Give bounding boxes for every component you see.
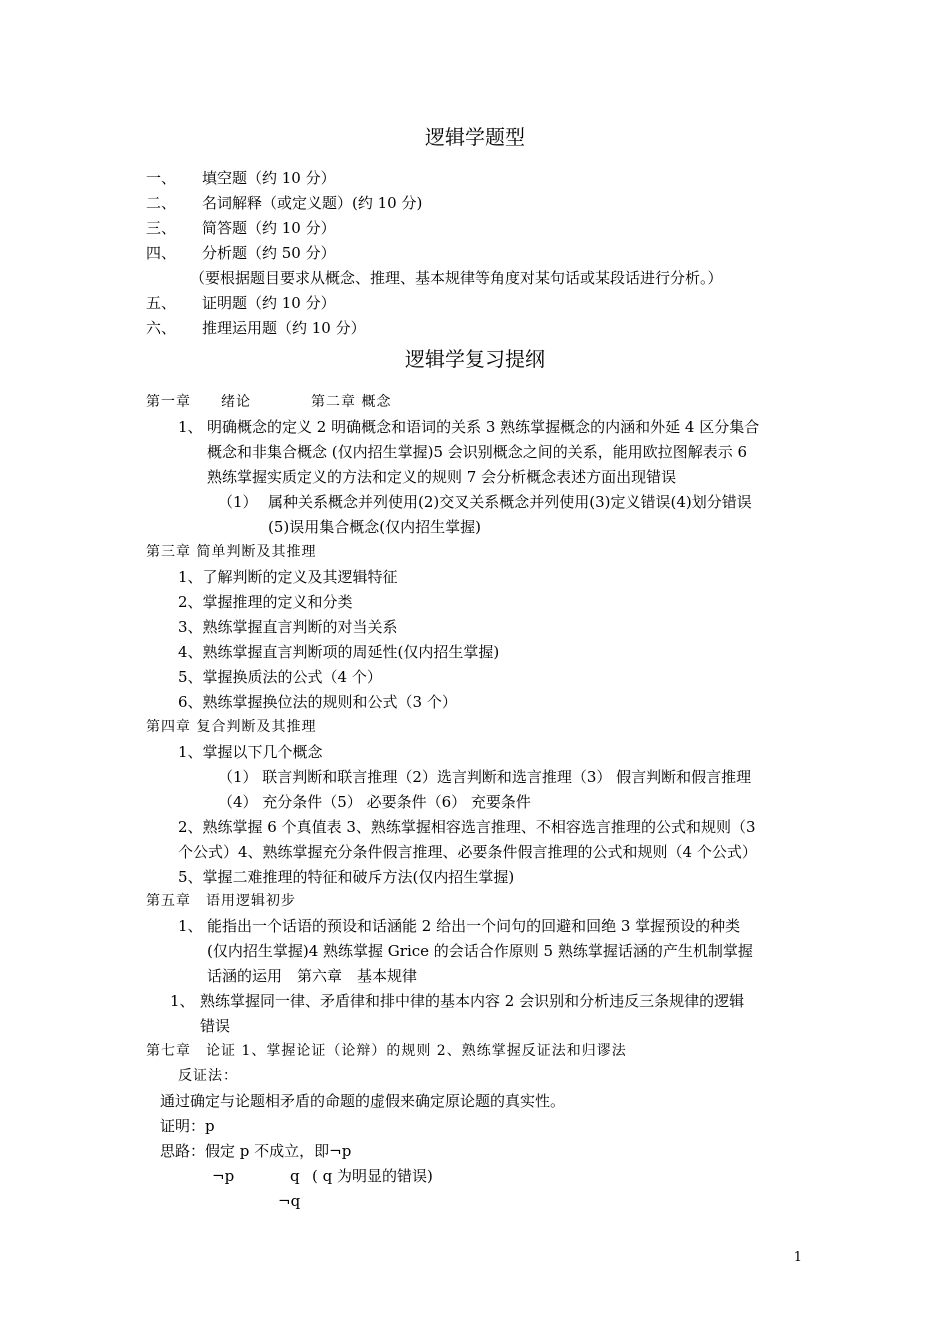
list-item: 填空题（约 10 分） (202, 169, 336, 187)
list-item: 名词解释（或定义题）(约 10 分) (202, 194, 423, 212)
paragraph-line: （4） 充分条件（5） 必要条件（6） 充要条件 (218, 793, 531, 811)
paragraph-line: 个公式）4、熟练掌握充分条件假言推理、必要条件假言推理的公式和规则（4 个公式） (178, 843, 757, 861)
list-item: 推理运用题（约 10 分） (202, 319, 366, 337)
list-item-number: 三、 (146, 219, 177, 237)
section-title: 逻辑学复习提纲 (405, 347, 545, 371)
paragraph-line: 明确概念的定义 2 明确概念和语词的关系 3 熟练掌握概念的内涵和外延 4 区分集合 (207, 418, 760, 436)
list-item: 6、熟练掌握换位法的规则和公式（3 个） (178, 693, 457, 711)
subheading: 反证法： (178, 1068, 238, 1084)
chapter-heading: 第三章 简单判断及其推理 (146, 544, 317, 560)
paragraph-line: 熟练掌握实质定义的方法和定义的规则 7 会分析概念表述方面出现错误 (207, 468, 677, 486)
list-item-number: 二、 (146, 194, 177, 212)
formula-negation: ¬q (278, 1192, 301, 1210)
paragraph-line: (仅内招生掌握)4 熟练掌握 Grice 的会话合作原则 5 熟练掌握话涵的产生机制掌握 (207, 942, 753, 960)
item-number: 1、 (178, 917, 203, 935)
item-number: 1、 (178, 418, 203, 436)
list-item: 分析题（约 50 分） (202, 244, 336, 262)
list-item: 1、掌握以下几个概念 (178, 743, 323, 761)
list-item: 3、熟练掌握直言判断的对当关系 (178, 618, 398, 636)
chapter-heading: 第五章 语用逻辑初步 (146, 893, 296, 909)
list-item-note: （要根据题目要求从概念、推理、基本规律等角度对某句话或某段话进行分析。） (190, 269, 723, 287)
paragraph-line: 熟练掌握同一律、矛盾律和排中律的基本内容 2 会识别和分析违反三条规律的逻辑 (200, 992, 745, 1010)
paragraph-line: (5)误用集合概念(仅内招生掌握) (268, 518, 481, 536)
list-item-number: 四、 (146, 244, 177, 262)
paragraph-line: 通过确定与论题相矛盾的命题的虚假来确定原论题的真实性。 (160, 1092, 566, 1110)
list-item: 5、掌握换质法的公式（4 个） (178, 668, 382, 686)
list-item: 4、熟练掌握直言判断项的周延性(仅内招生掌握) (178, 643, 500, 661)
list-item: 证明题（约 10 分） (202, 294, 336, 312)
paragraph-line: 证明：p (160, 1117, 215, 1135)
list-item: 1、了解判断的定义及其逻辑特征 (178, 568, 398, 586)
list-item: 简答题（约 10 分） (202, 219, 336, 237)
item-number: 1、 (170, 992, 195, 1010)
paragraph-line: 概念和非集合概念 (仅内招生掌握)5 会识别概念之间的关系，能用欧拉图解表示 6 (207, 443, 748, 461)
chapter-heading: 第一章 绪论 第二章 概念 (146, 394, 392, 410)
paragraph-line: 属种关系概念并列使用(2)交叉关系概念并列使用(3)定义错误(4)划分错误 (268, 493, 752, 511)
paragraph-line: 能指出一个话语的预设和话涵能 2 给出一个问句的回避和回绝 3 掌握预设的种类 (207, 917, 741, 935)
list-item-number: 六、 (146, 319, 177, 337)
page-number: 1 (793, 1250, 802, 1265)
paragraph-line: 2、熟练掌握 6 个真值表 3、熟练掌握相容选言推理、不相容选言推理的公式和规则（3 (178, 818, 756, 836)
formula-conclusion: q (290, 1167, 300, 1185)
paragraph-line: 话涵的运用 第六章 基本规律 (207, 967, 418, 985)
item-number: （1） (218, 493, 258, 511)
formula-note: ( q 为明显的错误) (312, 1167, 433, 1185)
paragraph-line: （1） 联言判断和联言推理（2）选言判断和选言推理（3） 假言判断和假言推理 (218, 768, 752, 786)
list-item: 2、掌握推理的定义和分类 (178, 593, 353, 611)
formula-premise: ¬p (212, 1167, 235, 1185)
paragraph-line: 5、掌握二难推理的特征和破斥方法(仅内招生掌握) (178, 868, 515, 886)
paragraph-line: 错误 (200, 1017, 231, 1035)
page-title: 逻辑学题型 (425, 125, 525, 149)
list-item-number: 一、 (146, 169, 177, 187)
chapter-heading: 第七章 论证 1、掌握论证（论辩）的规则 2、熟练掌握反证法和归谬法 (146, 1043, 627, 1059)
chapter-heading: 第四章 复合判断及其推理 (146, 719, 317, 735)
list-item-number: 五、 (146, 294, 177, 312)
paragraph-line: 思路：假定 p 不成立，即¬p (160, 1142, 352, 1160)
